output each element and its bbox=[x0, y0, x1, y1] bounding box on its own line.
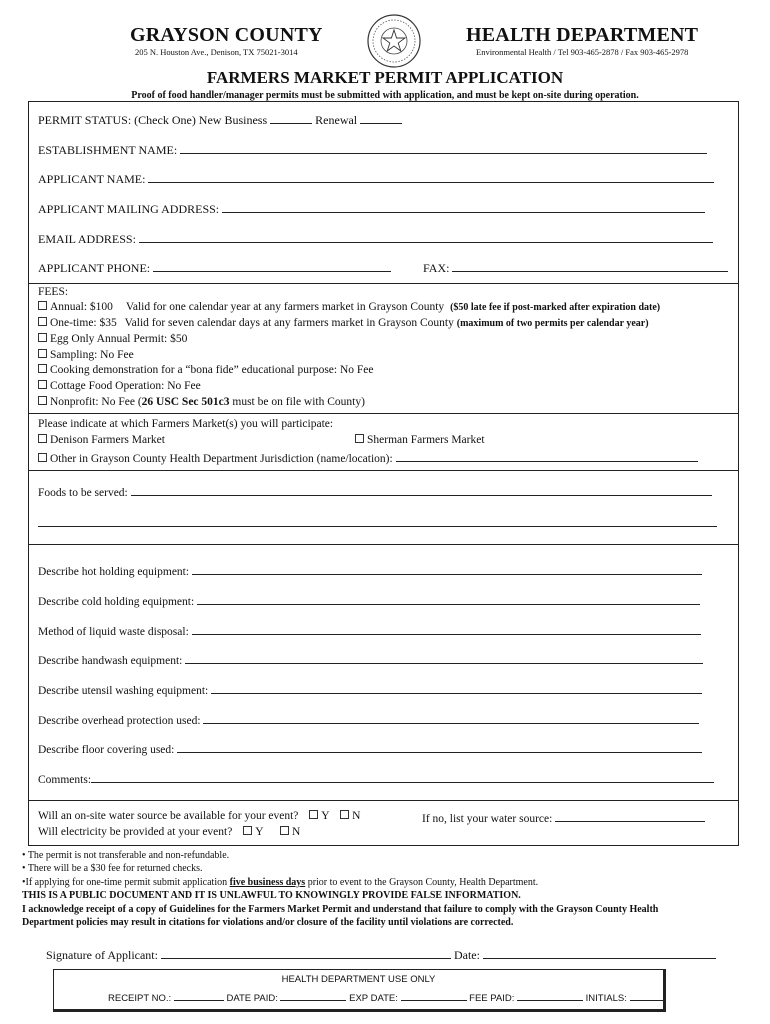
onetime-label: One-time: $35 bbox=[50, 317, 117, 329]
cold-holding-row bbox=[38, 593, 700, 608]
note-onetime-c: prior to event to the Grayson County, Health Department. bbox=[305, 877, 539, 888]
fax-row bbox=[423, 260, 728, 276]
county-title: GRAYSON COUNTY bbox=[130, 24, 323, 46]
fee-onetime-row bbox=[38, 317, 649, 329]
mailing-address-label: APPLICANT MAILING ADDRESS: bbox=[38, 202, 220, 216]
permit-status-row bbox=[38, 112, 402, 128]
sherman-checkbox[interactable] bbox=[355, 434, 364, 443]
initials-label: INITIALS: bbox=[585, 993, 627, 1004]
cooking-label: Cooking demonstration for a “bona fide” educational purpose: No Fee bbox=[50, 364, 374, 376]
floor-label: Describe floor covering used: bbox=[38, 744, 175, 756]
overhead-row bbox=[38, 712, 699, 727]
applicant-name-label: APPLICANT NAME: bbox=[38, 172, 146, 186]
liquid-waste-label: Method of liquid waste disposal: bbox=[38, 626, 189, 638]
comments-field[interactable] bbox=[91, 771, 714, 783]
fees-heading: FEES: bbox=[38, 286, 69, 298]
establishment-name-label: ESTABLISHMENT NAME: bbox=[38, 143, 178, 157]
fee-egg-row bbox=[38, 333, 187, 345]
section-divider bbox=[28, 800, 739, 801]
electricity-question: Will electricity be provided at your event? bbox=[38, 826, 233, 838]
overhead-field[interactable] bbox=[203, 712, 699, 724]
date-paid-field[interactable] bbox=[280, 991, 346, 1001]
form-subtitle: Proof of food handler/manager permits must be submitted with application, and must be kept on-site during operation. bbox=[131, 90, 639, 101]
nonprofit-note: must be on file with County) bbox=[229, 396, 365, 408]
sampling-label: Sampling: No Fee bbox=[50, 349, 134, 361]
mailing-address-row bbox=[38, 201, 705, 217]
nonprofit-checkbox[interactable] bbox=[38, 396, 47, 405]
utensil-label: Describe utensil washing equipment: bbox=[38, 685, 209, 697]
acknowledgement-line-1: I acknowledge receipt of a copy of Guidelines for the Farmers Market Permit and understand that failure to comply with the Grayson County Health bbox=[22, 904, 659, 915]
section-divider bbox=[28, 413, 739, 414]
electric-yes-label: Y bbox=[255, 826, 264, 838]
phone-row bbox=[38, 260, 391, 276]
fee-cooking-row bbox=[38, 364, 374, 376]
comments-row bbox=[38, 771, 714, 786]
note-onetime-a: •If applying for one-time permit submit application bbox=[22, 877, 230, 888]
overhead-label: Describe overhead protection used: bbox=[38, 715, 201, 727]
date-label: Date: bbox=[453, 948, 480, 962]
cottage-label: Cottage Food Operation: No Fee bbox=[50, 380, 201, 392]
fee-cottage-row bbox=[38, 380, 201, 392]
water-no-label: N bbox=[352, 810, 361, 822]
electric-no-checkbox[interactable] bbox=[280, 826, 289, 835]
water-no-checkbox[interactable] bbox=[340, 810, 349, 819]
foods-row-2 bbox=[38, 515, 717, 530]
sampling-checkbox[interactable] bbox=[38, 349, 47, 358]
hot-holding-row bbox=[38, 563, 702, 578]
egg-label: Egg Only Annual Permit: $50 bbox=[50, 333, 188, 345]
establishment-row bbox=[38, 142, 707, 158]
denison-label: Denison Farmers Market bbox=[50, 434, 165, 446]
note-returned-check-fee: • There will be a $30 fee for returned checks. bbox=[22, 863, 203, 874]
electric-yes-checkbox[interactable] bbox=[243, 826, 252, 835]
signature-label: Signature of Applicant: bbox=[46, 948, 158, 962]
department-title: HEALTH DEPARTMENT bbox=[466, 24, 699, 46]
public-document-warning: THIS IS A PUBLIC DOCUMENT AND IT IS UNLAWFUL TO KNOWINGLY PROVIDE FALSE INFORMATION. bbox=[22, 890, 521, 901]
foods-label: Foods to be served: bbox=[38, 487, 128, 499]
market-sherman-row bbox=[355, 434, 485, 446]
cottage-checkbox[interactable] bbox=[38, 380, 47, 389]
note-onetime-deadline bbox=[22, 877, 538, 888]
fee-paid-field[interactable] bbox=[517, 991, 583, 1001]
note-onetime-b: five business days bbox=[229, 877, 306, 888]
section-divider bbox=[28, 544, 739, 545]
annual-description: Valid for one calendar year at any farmers market in Grayson County bbox=[125, 301, 445, 313]
office-use-row bbox=[108, 991, 664, 1004]
handwash-row bbox=[38, 652, 703, 667]
water-yes-label: Y bbox=[321, 810, 330, 822]
phone-label: APPLICANT PHONE: bbox=[38, 261, 151, 275]
county-address: 205 N. Houston Ave., Denison, TX 75021-3014 bbox=[135, 47, 298, 57]
utensil-row bbox=[38, 682, 702, 697]
signature-field[interactable] bbox=[161, 947, 451, 959]
phone-field[interactable] bbox=[153, 260, 391, 272]
renewal-field[interactable] bbox=[360, 112, 402, 124]
signature-date-field[interactable] bbox=[483, 947, 716, 959]
onetime-description: Valid for seven calendar days at any farmers market in Grayson County bbox=[124, 317, 454, 329]
county-seal-icon bbox=[366, 13, 422, 69]
market-other-row bbox=[38, 450, 698, 465]
annual-label: Annual: $100 bbox=[50, 301, 113, 313]
foods-row bbox=[38, 484, 712, 499]
handwash-label: Describe handwash equipment: bbox=[38, 655, 183, 667]
cold-holding-field[interactable] bbox=[197, 593, 700, 605]
hot-holding-field[interactable] bbox=[192, 563, 702, 575]
market-denison-row bbox=[38, 434, 165, 446]
water-source-row bbox=[422, 810, 705, 825]
other-market-label: Other in Grayson County Health Department Jurisdiction (name/location): bbox=[50, 453, 393, 465]
fax-field[interactable] bbox=[452, 260, 728, 272]
water-row bbox=[38, 810, 360, 822]
mailing-address-field[interactable] bbox=[222, 201, 705, 213]
receipt-label: RECEIPT NO.: bbox=[108, 993, 172, 1004]
permit-status-label: PERMIT STATUS: (Check One) New Business bbox=[38, 113, 268, 127]
date-paid-label: DATE PAID: bbox=[226, 993, 278, 1004]
onetime-checkbox[interactable] bbox=[38, 317, 47, 326]
establishment-name-field[interactable] bbox=[180, 142, 707, 154]
applicant-name-field[interactable] bbox=[148, 171, 714, 183]
nonprofit-label: Nonprofit: No Fee ( bbox=[50, 396, 142, 408]
other-market-checkbox[interactable] bbox=[38, 453, 47, 462]
email-field[interactable] bbox=[139, 231, 713, 243]
applicant-name-row bbox=[38, 171, 714, 187]
section-divider bbox=[28, 470, 739, 471]
cooking-checkbox[interactable] bbox=[38, 364, 47, 373]
onetime-max-note: (maximum of two permits per calendar year) bbox=[456, 318, 649, 329]
water-question: Will an on-site water source be available for your event? bbox=[38, 810, 299, 822]
floor-row bbox=[38, 741, 702, 756]
cold-holding-label: Describe cold holding equipment: bbox=[38, 596, 195, 608]
markets-prompt: Please indicate at which Farmers Market(s) you will participate: bbox=[38, 418, 334, 430]
denison-checkbox[interactable] bbox=[38, 434, 47, 443]
receipt-field[interactable] bbox=[174, 991, 224, 1001]
renewal-label: Renewal bbox=[315, 113, 358, 127]
exp-date-field[interactable] bbox=[401, 991, 467, 1001]
email-label: EMAIL ADDRESS: bbox=[38, 232, 136, 246]
annual-late-fee-note: ($50 late fee if post-marked after expiration date) bbox=[450, 302, 661, 313]
utensil-field[interactable] bbox=[211, 682, 702, 694]
liquid-waste-field[interactable] bbox=[192, 623, 701, 635]
comments-label: Comments: bbox=[38, 774, 92, 786]
foods-field[interactable] bbox=[131, 484, 712, 496]
fax-label: FAX: bbox=[423, 261, 450, 275]
annual-checkbox[interactable] bbox=[38, 301, 47, 310]
signature-row bbox=[46, 947, 716, 963]
fee-nonprofit-row bbox=[38, 396, 365, 408]
electric-no-label: N bbox=[291, 826, 301, 838]
new-business-field[interactable] bbox=[270, 112, 312, 124]
water-yes-checkbox[interactable] bbox=[309, 810, 318, 819]
fee-paid-label: FEE PAID: bbox=[469, 993, 515, 1004]
water-source-field[interactable] bbox=[555, 810, 705, 822]
office-use-title: HEALTH DEPARTMENT USE ONLY bbox=[281, 974, 436, 985]
handwash-field[interactable] bbox=[185, 652, 703, 664]
foods-field-2[interactable] bbox=[38, 515, 717, 527]
exp-date-label: EXP DATE: bbox=[349, 993, 398, 1004]
note-nontransferable: • The permit is not transferable and non-refundable. bbox=[22, 850, 230, 861]
form-title: FARMERS MARKET PERMIT APPLICATION bbox=[206, 68, 564, 87]
sherman-label: Sherman Farmers Market bbox=[367, 434, 485, 446]
liquid-waste-row bbox=[38, 623, 701, 638]
fee-sampling-row bbox=[38, 349, 134, 361]
floor-field[interactable] bbox=[177, 741, 702, 753]
hot-holding-label: Describe hot holding equipment: bbox=[38, 566, 190, 578]
email-row bbox=[38, 231, 713, 247]
office-use-box bbox=[53, 969, 666, 1012]
water-source-label: If no, list your water source: bbox=[422, 813, 553, 825]
electricity-row bbox=[38, 826, 300, 838]
department-contact: Environmental Health / Tel 903-465-2878 / Fax 903-465-2978 bbox=[476, 47, 689, 57]
egg-checkbox[interactable] bbox=[38, 333, 47, 342]
section-divider bbox=[28, 283, 739, 284]
other-market-field[interactable] bbox=[396, 450, 698, 462]
fee-annual-row bbox=[38, 301, 660, 313]
nonprofit-statute: 26 USC Sec 501c3 bbox=[141, 396, 230, 408]
acknowledgement-line-2: Department policies may result in citations for violations and/or closure of the facility until violations are corrected. bbox=[22, 917, 514, 928]
initials-field[interactable] bbox=[630, 991, 664, 1001]
